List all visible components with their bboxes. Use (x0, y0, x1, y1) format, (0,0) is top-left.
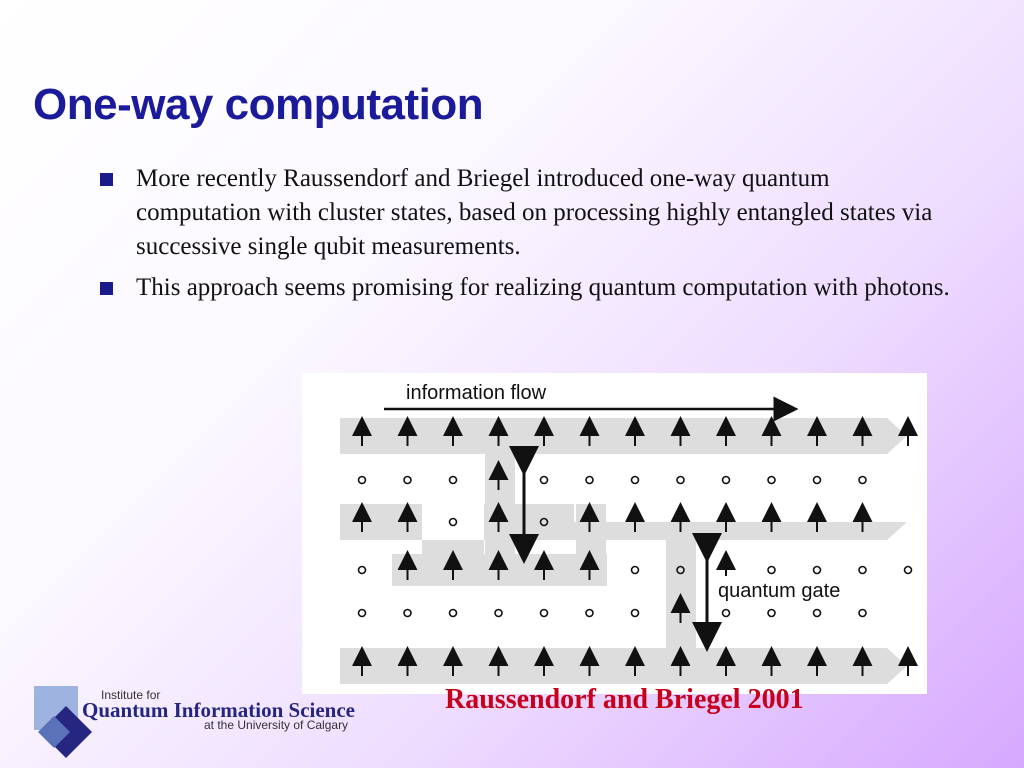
square-bullet-icon (100, 173, 113, 186)
information-paths (340, 418, 907, 684)
logo-line-1: Institute for (101, 688, 161, 702)
vertical-link-a (485, 454, 515, 554)
measured-qubit (859, 477, 866, 484)
gate-label: quantum gate (718, 580, 841, 602)
measured-qubit (450, 519, 457, 526)
measured-qubit (768, 477, 775, 484)
measured-qubit (814, 477, 821, 484)
institute-logo (34, 686, 394, 766)
measured-qubit (495, 610, 502, 617)
slide-title: One-way computation (33, 80, 484, 129)
measured-qubit (450, 610, 457, 617)
measured-qubit (586, 610, 593, 617)
cluster-state-diagram (302, 373, 927, 694)
measured-qubit (723, 477, 730, 484)
vertical-link-c (576, 504, 606, 554)
measured-qubit (586, 477, 593, 484)
measured-qubit (359, 610, 366, 617)
path-row-1 (340, 418, 907, 454)
bullet-list (98, 162, 958, 312)
measured-qubit (859, 610, 866, 617)
cluster-state-svg (302, 373, 927, 694)
measured-qubit (814, 610, 821, 617)
path-row-6 (340, 648, 907, 684)
bullet-text: This approach seems promising for realizing quantum computation with photons. (136, 274, 950, 301)
measured-qubit (541, 610, 548, 617)
measured-qubit (359, 477, 366, 484)
measured-qubit (359, 567, 366, 574)
bullet-item (98, 271, 958, 305)
flow-label: information flow (406, 382, 547, 404)
logo-line-3: at the University of Calgary (204, 718, 349, 732)
bullet-item (98, 162, 958, 264)
measured-qubit (859, 567, 866, 574)
measured-qubit (814, 567, 821, 574)
measured-qubit (632, 610, 639, 617)
logo-line-2: Quantum Information Science (82, 698, 355, 722)
measured-qubit (541, 477, 548, 484)
measured-qubit (404, 477, 411, 484)
square-bullet-icon (100, 282, 113, 295)
path-row-3 (340, 504, 907, 554)
citation: Raussendorf and Briegel 2001 (445, 684, 804, 715)
measured-qubit (450, 477, 457, 484)
measured-qubit (404, 610, 411, 617)
measured-qubit (768, 567, 775, 574)
measured-qubit (632, 567, 639, 574)
measured-qubit (768, 610, 775, 617)
measured-qubit (632, 477, 639, 484)
vertical-link-b (666, 540, 696, 648)
measured-qubit (723, 610, 730, 617)
measured-qubit (905, 567, 912, 574)
bullet-text: More recently Raussendorf and Briegel introduced one-way quantum computation with cluster states, based on processing highly entangled states via successive single qubit measurements. (136, 165, 933, 260)
measured-qubit (677, 477, 684, 484)
